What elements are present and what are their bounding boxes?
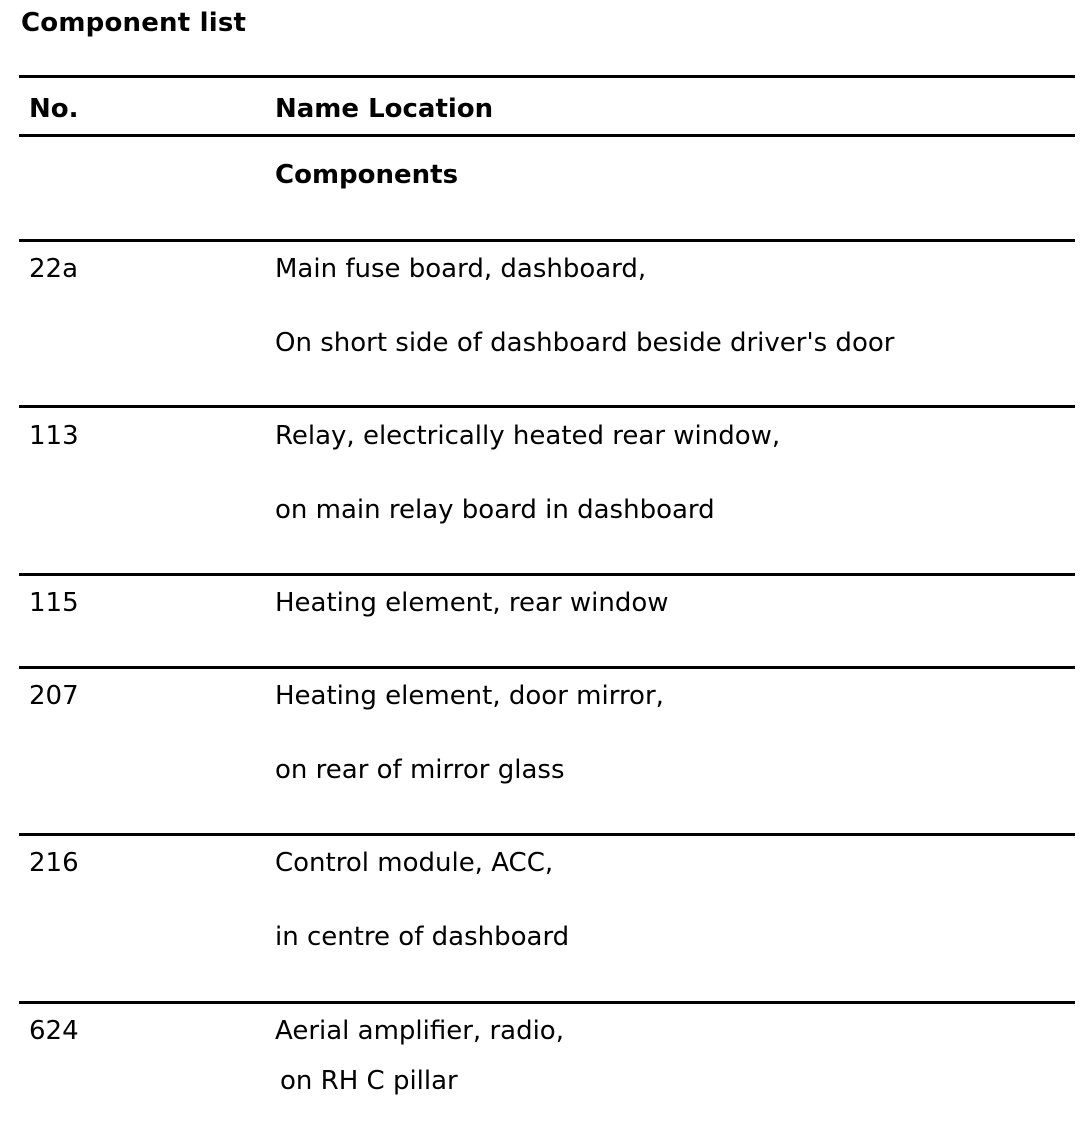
row-number: 207 — [29, 681, 79, 711]
row-name: Heating element, door mirror, — [275, 681, 664, 711]
row-divider — [19, 405, 1075, 408]
row-name: Main fuse board, dashboard, — [275, 254, 647, 284]
header-no: No. — [29, 94, 79, 124]
row-number: 113 — [29, 421, 79, 451]
page-title: Component list — [21, 8, 247, 38]
row-name: Heating element, rear window — [275, 588, 669, 618]
header-name-location: Name Location — [275, 94, 494, 124]
row-number: 115 — [29, 588, 79, 618]
row-number: 22a — [29, 254, 79, 284]
row-divider — [19, 1001, 1075, 1004]
row-location: on RH C pillar — [280, 1066, 458, 1096]
row-divider — [19, 833, 1075, 836]
row-name: Control module, ACC, — [275, 848, 554, 878]
row-location: On short side of dashboard beside driver's door — [275, 328, 895, 358]
row-location: on main relay board in dashboard — [275, 495, 715, 525]
row-location: in centre of dashboard — [275, 922, 570, 952]
row-name: Relay, electrically heated rear window, — [275, 421, 781, 451]
row-divider — [19, 239, 1075, 242]
row-number: 216 — [29, 848, 79, 878]
header-bottom-rule — [19, 134, 1075, 137]
table-top-rule — [19, 75, 1075, 78]
row-number: 624 — [29, 1016, 79, 1046]
row-divider — [19, 573, 1075, 576]
row-divider — [19, 666, 1075, 669]
section-heading-components: Components — [275, 160, 459, 190]
row-name: Aerial amplifier, radio, — [275, 1016, 564, 1046]
row-location: on rear of mirror glass — [275, 755, 565, 785]
